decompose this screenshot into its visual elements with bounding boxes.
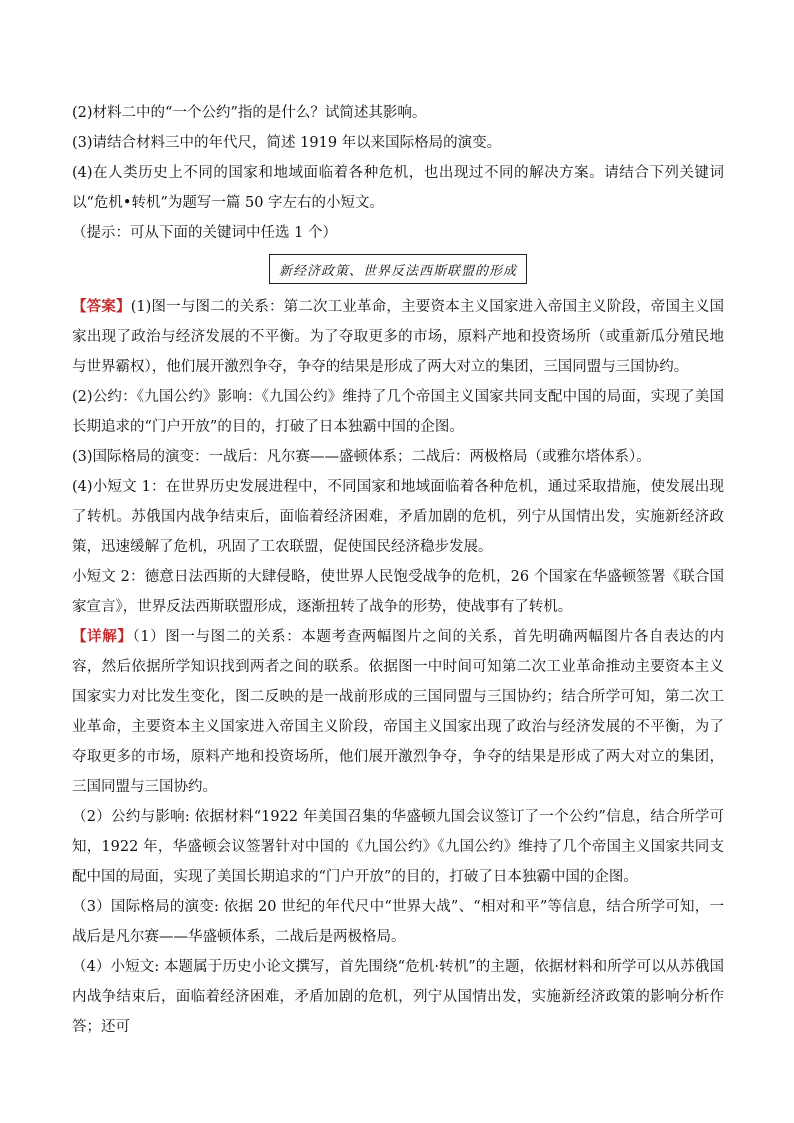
hint-text: （提示：可从下面的关键词中任选 1 个） [72,225,337,241]
detail-4: （4）小短文: 本题属于历史小论文撰写，首先围绕“危机·转机”的主题，依据材料和所学可以从苏俄国内战争结束后，面临着经济困难，矛盾加剧的危机，列宁从国情出发，实施新经济政策的影响分析作答；还可 [72,959,724,1035]
answer-5: 小短文 2：德意日法西斯的大肆侵略，使世界人民饱受战争的危机，26 个国家在华盛顿签署《联合国家宣言》，世界反法西斯联盟形成，逐渐扭转了战争的形势，使战事有了转机。 [72,569,724,615]
question-4: (4)在人类历史上不同的国家和地域面临着各种危机，也出现过不同的解决方案。请结合下列关键词以“危机•转机”为题写一篇 50 字左右的小短文。 [72,165,724,211]
keyword-box: 新经济政策、世界反法西斯联盟的形成 [269,254,527,284]
detail-1 [72,622,724,802]
detail-1-text: （1）图一与图二的关系：本题考查两幅图片之间的关系，首先明确两幅图片各自表达的内容，然后依据所学知识找到两者之间的联系。依据图一中时间可知第二次工业革命推动主要资本主义国家实力对比发生变化，图二反映的是一战前形成的三国同盟与三国协约；结合所学可知，第二次工业革命，主要资本主义国家进入帝国主义阶段，帝国主义国家出现了政治与经济发展的不平衡，为了夺取更多的市场，原料产地和投资场所，他们展开激烈争夺，争夺的结果是形成了两大对立的集团，三国同盟与三国协约。 [72,629,724,795]
answer-1-text: (1)图一与图二的关系：第二次工业革命，主要资本主义国家进入帝国主义阶段，帝国主义国家出现了政治与经济发展的不平衡。为了夺取更多的市场，原料产地和投资场所（或重新瓜分殖民地与世界霸权），他们展开激烈争夺，争夺的结果是形成了两大对立的集团，三国同盟与三国协约。 [72,299,724,375]
question-3: (3)请结合材料三中的年代尺，简述 1919 年以来国际格局的演变。 [72,135,502,151]
detail-3: （3）国际格局的演变: 依据 20 世纪的年代尺中“世界大战”、“相对和平”等信息，结合所学可知，一战后是凡尔赛——华盛顿体系，二战后是两极格局。 [72,899,724,945]
answer-1 [72,292,724,382]
question-2: (2)材料二中的“一个公约”指的是什么？试简述其影响。 [72,105,427,121]
document-page [72,98,724,1042]
answer-tag: 【答案】 [72,298,131,315]
answer-4: (4)小短文 1：在世界历史发展进程中，不同国家和地域面临着各种危机，通过采取措施，使发展出现了转机。苏俄国内战争结束后，面临着经济困难，矛盾加剧的危机，列宁从国情出发，实施新经济政策，迅速缓解了危机，巩固了工农联盟，促使国民经济稳步发展。 [72,479,724,555]
detail-tag: 【详解】 [72,628,133,645]
answer-2: (2)公约：《九国公约》影响：《九国公约》维持了几个帝国主义国家共同支配中国的局面，实现了美国长期追求的“门户开放”的目的，打破了日本独霸中国的企图。 [72,389,724,435]
detail-2: （2）公约与影响: 依据材料“1922 年美国召集的华盛顿九国会议签订了一个公约”信息，结合所学可知，1922 年，华盛顿会议签署针对中国的《九国公约》《九国公约》维持了几个帝国主义国家共同支配中国的局面，实现了美国长期追求的“门户开放”的目的，打破了日本独霸中国的企图。 [72,809,724,885]
answer-3: (3)国际格局的演变：一战后：凡尔赛——盛顿体系；二战后：两极格局（或雅尔塔体系）。 [72,449,651,465]
